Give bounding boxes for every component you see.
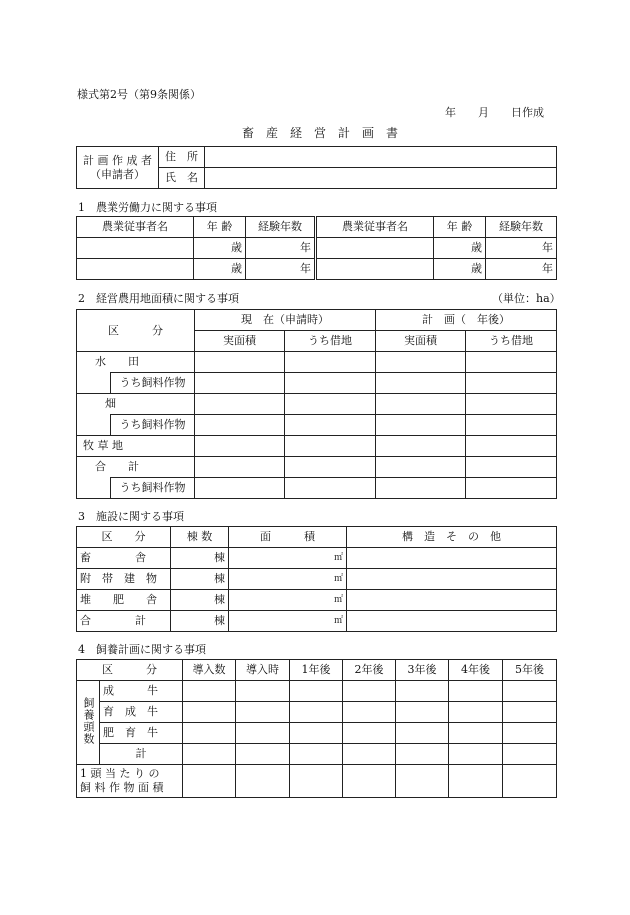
count-unit[interactable]: 棟 [171, 611, 229, 632]
livestock-cell[interactable] [503, 681, 557, 702]
table-row [77, 590, 557, 611]
count-unit[interactable]: 棟 [171, 548, 229, 569]
livestock-cell[interactable] [236, 765, 290, 798]
section3-heading: 3 施設に関する事項 [78, 510, 184, 523]
livestock-cell[interactable] [503, 744, 557, 765]
livestock-cell[interactable] [236, 681, 290, 702]
table-row [77, 436, 557, 457]
labor-header-exp-1: 経験年数 [246, 217, 316, 238]
row-label-annex: 附 帯 建 物 [77, 569, 171, 590]
feed-area-label-cell [77, 765, 183, 798]
count-unit[interactable]: 棟 [171, 569, 229, 590]
row-label-herd-total: 計 [100, 744, 183, 765]
land-cell[interactable] [376, 415, 466, 436]
applicant-label-cell [77, 147, 159, 189]
address-field[interactable] [205, 147, 557, 168]
year-unit[interactable]: 年 [486, 238, 557, 259]
table-row [77, 548, 557, 569]
row-label-paddy-feed: うち飼料作物 [111, 373, 195, 394]
livestock-cell[interactable] [396, 681, 449, 702]
livestock-cell[interactable] [449, 723, 503, 744]
livestock-cell[interactable] [343, 681, 396, 702]
livestock-cell[interactable] [343, 702, 396, 723]
land-cell[interactable] [466, 436, 557, 457]
land-cell[interactable] [195, 478, 285, 499]
creation-date-line: 年 月 日作成 [445, 106, 544, 119]
land-cell[interactable] [285, 415, 376, 436]
worker-name-field[interactable] [316, 259, 434, 280]
livestock-header-year3: 3年後 [396, 660, 449, 681]
land-header-plan: 計 画（ 年後） [376, 310, 557, 331]
structure-field[interactable] [347, 548, 557, 569]
row-label-field-feed: うち飼料作物 [111, 415, 195, 436]
row-label-total: 合 計 [77, 457, 195, 478]
row-label-heifer: 育 成 牛 [100, 702, 183, 723]
livestock-cell[interactable] [183, 702, 236, 723]
land-cell[interactable] [466, 373, 557, 394]
table-row [77, 569, 557, 590]
applicant-table [76, 146, 557, 189]
facility-header-kubun: 区 分 [77, 527, 171, 548]
age-unit[interactable]: 歳 [434, 238, 486, 259]
livestock-cell[interactable] [183, 681, 236, 702]
structure-field[interactable] [347, 590, 557, 611]
section1-heading: 1 農業労働力に関する事項 [78, 201, 217, 214]
land-subheader-leased: うち借地 [466, 331, 557, 352]
livestock-cell[interactable] [449, 702, 503, 723]
land-cell[interactable] [195, 373, 285, 394]
table-row [77, 415, 557, 436]
land-cell[interactable] [195, 436, 285, 457]
row-label-facility-total: 合 計 [77, 611, 171, 632]
livestock-cell[interactable] [290, 765, 343, 798]
livestock-cell[interactable] [290, 681, 343, 702]
year-unit[interactable]: 年 [246, 259, 316, 280]
livestock-header-year5: 5年後 [503, 660, 557, 681]
name-field[interactable] [205, 168, 557, 189]
count-unit[interactable]: 棟 [171, 590, 229, 611]
land-cell[interactable] [195, 394, 285, 415]
labor-header-age-1: 年 齢 [194, 217, 246, 238]
livestock-header-year4: 4年後 [449, 660, 503, 681]
land-subheader-area: 実面積 [195, 331, 285, 352]
row-label-paddy: 水 田 [77, 352, 195, 373]
year-unit[interactable]: 年 [486, 259, 557, 280]
livestock-cell[interactable] [236, 702, 290, 723]
form-number-label: 様式第2号（第9条関係） [77, 88, 201, 101]
area-unit[interactable]: ㎡ [229, 569, 347, 590]
livestock-cell[interactable] [396, 702, 449, 723]
land-subheader-area: 実面積 [376, 331, 466, 352]
land-cell[interactable] [376, 394, 466, 415]
land-cell[interactable] [466, 394, 557, 415]
year-unit[interactable]: 年 [246, 238, 316, 259]
labor-header-age-2: 年 齢 [434, 217, 486, 238]
livestock-cell[interactable] [236, 723, 290, 744]
land-cell[interactable] [285, 478, 376, 499]
livestock-cell[interactable] [343, 744, 396, 765]
structure-field[interactable] [347, 569, 557, 590]
land-cell[interactable] [285, 457, 376, 478]
worker-name-field[interactable] [316, 238, 434, 259]
livestock-cell[interactable] [503, 723, 557, 744]
land-cell[interactable] [376, 457, 466, 478]
table-row [77, 259, 557, 280]
herd-group-label-cell [77, 681, 100, 765]
livestock-cell[interactable] [396, 744, 449, 765]
table-row [77, 765, 557, 798]
livestock-cell[interactable] [183, 744, 236, 765]
feed-area-label-line2: 飼 料 作 物 面 積 [80, 781, 164, 794]
feed-area-label-line1: 1 頭 当 た り の [80, 767, 160, 780]
land-cell[interactable] [285, 352, 376, 373]
land-cell[interactable] [195, 352, 285, 373]
age-unit[interactable]: 歳 [434, 259, 486, 280]
livestock-cell[interactable] [183, 723, 236, 744]
livestock-cell[interactable] [290, 702, 343, 723]
table-row [77, 394, 557, 415]
table-row [77, 238, 557, 259]
livestock-cell[interactable] [503, 702, 557, 723]
document-title: 畜 産 経 営 計 画 書 [242, 126, 399, 140]
labor-header-exp-2: 経験年数 [486, 217, 557, 238]
livestock-table [76, 659, 557, 798]
land-cell[interactable] [376, 436, 466, 457]
area-unit[interactable]: ㎡ [229, 590, 347, 611]
row-label-fattening: 肥 育 牛 [100, 723, 183, 744]
livestock-cell[interactable] [396, 723, 449, 744]
labor-header-name-1: 農業従事者名 [77, 217, 194, 238]
land-cell[interactable] [195, 457, 285, 478]
land-table [76, 309, 557, 499]
row-label-adult: 成 牛 [100, 681, 183, 702]
livestock-header-kubun: 区 分 [77, 660, 183, 681]
labor-header-name-2: 農業従事者名 [316, 217, 434, 238]
land-cell[interactable] [376, 373, 466, 394]
livestock-header-year1: 1年後 [290, 660, 343, 681]
worker-name-field[interactable] [77, 238, 194, 259]
livestock-cell[interactable] [236, 744, 290, 765]
table-row [77, 373, 557, 394]
land-cell[interactable] [376, 478, 466, 499]
livestock-cell[interactable] [183, 765, 236, 798]
applicant-label: 計 画 作 成 者 [83, 153, 152, 167]
land-cell[interactable] [285, 394, 376, 415]
livestock-cell[interactable] [343, 765, 396, 798]
structure-field[interactable] [347, 611, 557, 632]
facility-header-area: 面 積 [229, 527, 347, 548]
section4-heading: 4 飼養計画に関する事項 [78, 643, 206, 656]
row-label-pasture: 牧 草 地 [77, 436, 195, 457]
livestock-header-at-intro: 導入時 [236, 660, 290, 681]
age-unit[interactable]: 歳 [194, 259, 246, 280]
section2-unit: （単位：ha） [492, 292, 561, 305]
age-unit[interactable]: 歳 [194, 238, 246, 259]
facility-header-count: 棟 数 [171, 527, 229, 548]
applicant-sublabel: （申請者） [90, 167, 145, 181]
land-cell[interactable] [466, 352, 557, 373]
area-unit[interactable]: ㎡ [229, 611, 347, 632]
area-unit[interactable]: ㎡ [229, 548, 347, 569]
livestock-cell[interactable] [449, 681, 503, 702]
row-label-barn: 畜 舎 [77, 548, 171, 569]
livestock-cell[interactable] [343, 723, 396, 744]
land-header-current: 現 在（申請時） [195, 310, 376, 331]
herd-group-label: 飼養頭数 [82, 697, 95, 745]
livestock-header-introduced: 導入数 [183, 660, 236, 681]
table-row [77, 744, 557, 765]
table-row [77, 702, 557, 723]
section2-heading: 2 経営農用地面積に関する事項 [78, 292, 239, 305]
livestock-cell[interactable] [290, 723, 343, 744]
livestock-cell[interactable] [503, 765, 557, 798]
land-cell[interactable] [466, 457, 557, 478]
land-cell[interactable] [285, 373, 376, 394]
row-label-field: 畑 [77, 394, 195, 415]
table-row [77, 352, 557, 373]
table-row [77, 611, 557, 632]
name-label: 氏 名 [159, 168, 205, 189]
table-row [77, 457, 557, 478]
land-header-kubun: 区 分 [77, 310, 195, 352]
table-row [77, 681, 557, 702]
facility-header-structure: 構 造 そ の 他 [347, 527, 557, 548]
livestock-cell[interactable] [290, 744, 343, 765]
livestock-cell[interactable] [449, 744, 503, 765]
address-label: 住 所 [159, 147, 205, 168]
row-label-compost: 堆 肥 舎 [77, 590, 171, 611]
livestock-cell[interactable] [449, 765, 503, 798]
land-cell[interactable] [285, 436, 376, 457]
land-subheader-leased: うち借地 [285, 331, 376, 352]
table-row [77, 723, 557, 744]
facility-table [76, 526, 557, 632]
labor-table [76, 216, 557, 280]
worker-name-field[interactable] [77, 259, 194, 280]
row-label-total-feed: うち飼料作物 [111, 478, 195, 499]
land-cell[interactable] [466, 478, 557, 499]
land-cell[interactable] [466, 415, 557, 436]
table-row [77, 478, 557, 499]
livestock-cell[interactable] [396, 765, 449, 798]
land-cell[interactable] [376, 352, 466, 373]
land-cell[interactable] [195, 415, 285, 436]
livestock-header-year2: 2年後 [343, 660, 396, 681]
